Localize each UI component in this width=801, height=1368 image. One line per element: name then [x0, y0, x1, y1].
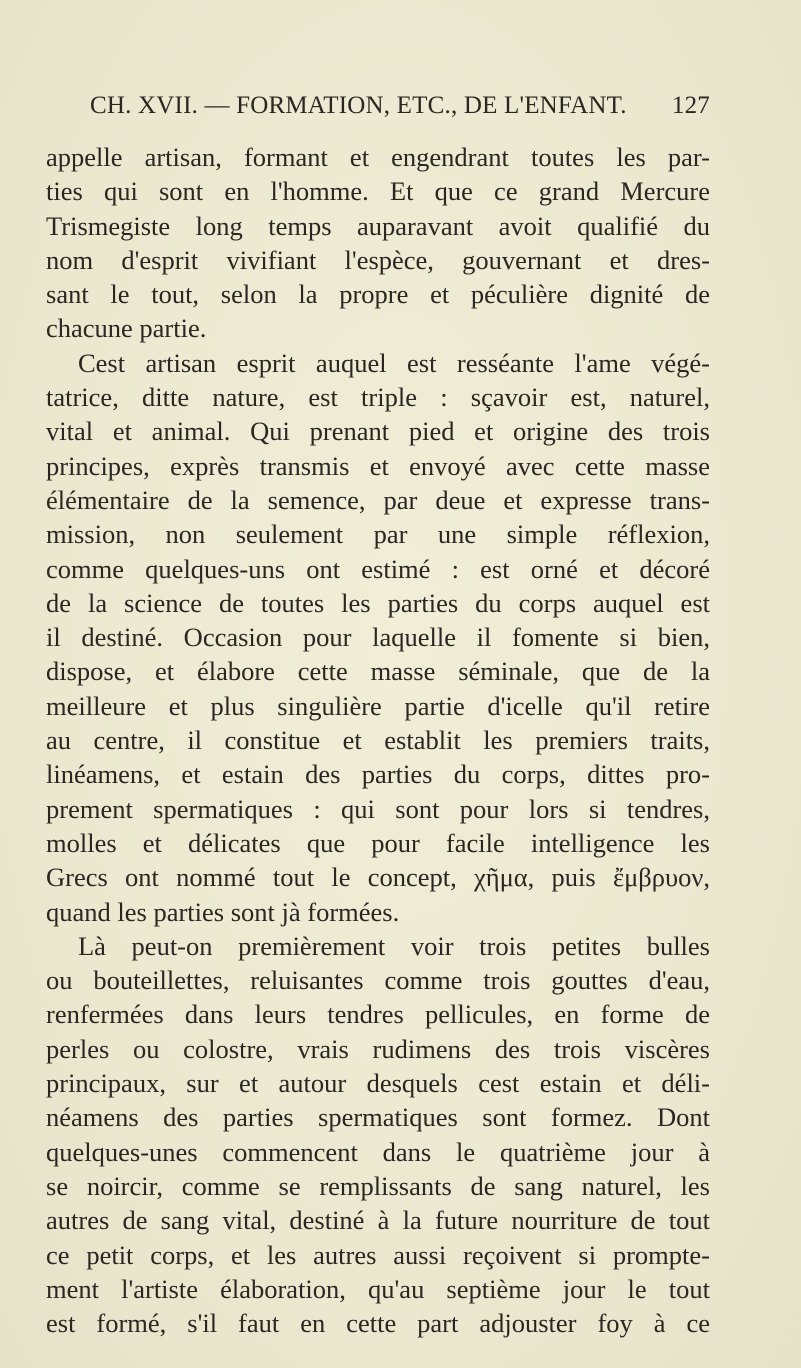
text-line: ou bouteillettes, reluisantes comme trois gouttes d'eau, [46, 965, 710, 996]
text-line: autres de sang vital, destiné à la future nourriture de tout [46, 1205, 710, 1236]
text-line: de la science de toutes les parties du corps auquel est [46, 587, 710, 618]
text-line: dispose, et élabore cette masse séminale, que de la [46, 656, 710, 687]
text-line: principaux, sur et autour desquels cest estain et déli- [46, 1068, 710, 1099]
text-line: mission, non seulement par une simple réflexion, [46, 519, 710, 550]
text-line: Trismegiste long temps auparavant avoit qualifié du [46, 210, 710, 241]
page-header [90, 92, 710, 126]
text-line: ce petit corps, et les autres aussi reçoivent si prompte- [46, 1239, 710, 1270]
text-line: néamens des parties spermatiques sont formez. Dont [46, 1102, 710, 1133]
text-line: est formé, s'il faut en cette part adjouster foy à ce [46, 1308, 710, 1339]
text-line: quand les parties sont jà formées. [46, 896, 400, 927]
text-line: vital et animal. Qui prenant pied et origine des trois [46, 416, 710, 447]
text-line: perles ou colostre, vrais rudimens des trois viscères [46, 1033, 710, 1064]
text-line: Là peut-on premièrement voir trois petites bulles [78, 930, 710, 961]
text-line: il destiné. Occasion pour laquelle il fomente si bien, [46, 622, 710, 653]
text-line: tatrice, ditte nature, est triple : sçavoir est, naturel, [46, 382, 710, 413]
text-line: chacune partie. [46, 313, 207, 344]
text-line: appelle artisan, formant et engendrant toutes les par- [46, 142, 710, 172]
text-line: Cest artisan esprit auquel est resséante l'ame végé- [78, 347, 710, 378]
text-line: nom d'esprit vivifiant l'espèce, gouvernant et dres- [46, 244, 710, 275]
text-line: linéamens, et estain des parties du corps, dittes pro- [46, 759, 710, 790]
text-line: meilleure et plus singulière partie d'icelle qu'il retire [46, 690, 710, 721]
text-line: renfermées dans leurs tendres pellicules, en forme de [46, 999, 710, 1030]
text-line: élémentaire de la semence, par deue et expresse trans- [46, 484, 710, 515]
text-line: molles et délicates que pour facile intelligence les [46, 827, 710, 858]
text-line: Grecs ont nommé tout le concept, χῆμα, puis ἔμβρυον, [46, 862, 710, 893]
text-line: au centre, il constitue et establit les premiers traits, [46, 725, 710, 756]
text-line: ties qui sont en l'homme. Et que ce grand Mercure [46, 176, 710, 207]
page-number: 127 [671, 92, 710, 119]
text-line: prement spermatiques : qui sont pour lors si tendres, [46, 793, 710, 824]
text-line: se noircir, comme se remplissants de sang naturel, les [46, 1170, 710, 1201]
text-line: quelques-unes commencent dans le quatrième jour à [46, 1136, 710, 1167]
running-title: CH. XVII. — FORMATION, ETC., DE L'ENFANT. [90, 92, 627, 119]
text-line: sant le tout, selon la propre et péculière dignité de [46, 279, 710, 310]
text-line: principes, exprès transmis et envoyé avec cette masse [46, 450, 710, 481]
text-line: comme quelques-uns ont estimé : est orné et décoré [46, 553, 710, 584]
text-line: ment l'artiste élaboration, qu'au septième jour le tout [46, 1273, 710, 1304]
body-text [46, 140, 710, 1340]
